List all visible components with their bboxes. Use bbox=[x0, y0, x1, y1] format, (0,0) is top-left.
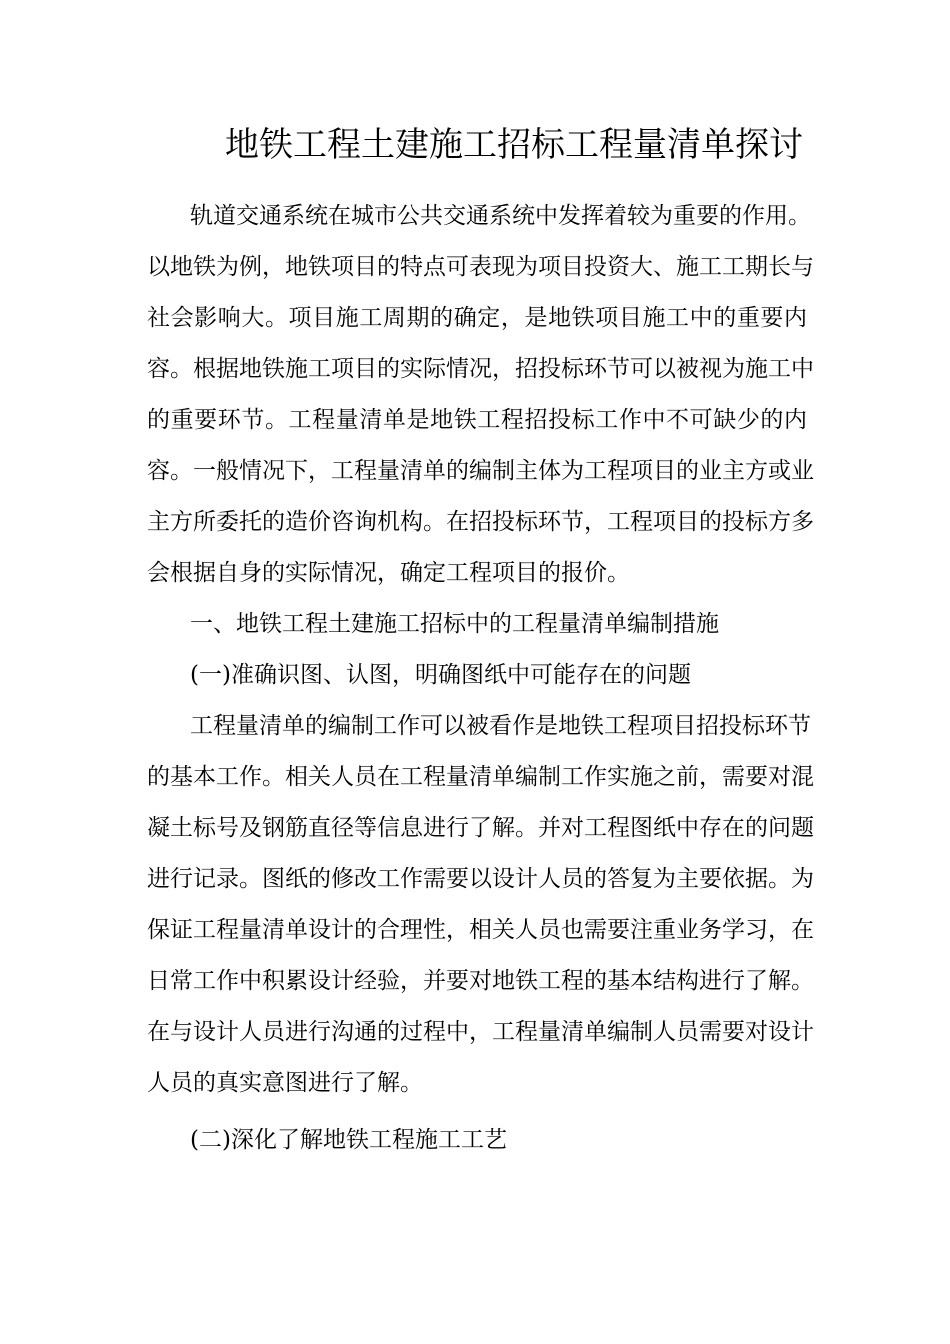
paragraph-line: 容。一般情况下，工程量清单的编制主体为工程项目的业主方或业 bbox=[147, 458, 814, 484]
paragraph-line: 的基本工作。相关人员在工程量清单编制工作实施之前，需要对混 bbox=[147, 764, 814, 790]
paragraph-line: 在与设计人员进行沟通的过程中，工程量清单编制人员需要对设计 bbox=[147, 1019, 814, 1045]
paragraph-line: 凝土标号及钢筋直径等信息进行了解。并对工程图纸中存在的问题 bbox=[147, 815, 814, 841]
paragraph-line: 工程量清单的编制工作可以被看作是地铁工程项目招投标环节 bbox=[190, 713, 811, 739]
paragraph-line: 保证工程量清单设计的合理性，相关人员也需要注重业务学习，在 bbox=[147, 917, 814, 943]
subsection-heading: (一)准确识图、认图，明确图纸中可能存在的问题 bbox=[190, 662, 691, 688]
section-heading: 一、地铁工程土建施工招标中的工程量清单编制措施 bbox=[190, 611, 719, 637]
paragraph-line: 主方所委托的造价咨询机构。在招投标环节，工程项目的投标方多 bbox=[147, 509, 814, 535]
document-title: 地铁工程土建施工招标工程量清单探讨 bbox=[225, 125, 803, 165]
paragraph-line: 日常工作中积累设计经验，并要对地铁工程的基本结构进行了解。 bbox=[147, 968, 814, 994]
paragraph-line: 会根据自身的实际情况，确定工程项目的报价。 bbox=[147, 560, 630, 586]
paragraph-line: 社会影响大。项目施工周期的确定，是地铁项目施工中的重要内 bbox=[147, 305, 807, 331]
paragraph-line: 轨道交通系统在城市公共交通系统中发挥着较为重要的作用。 bbox=[190, 203, 811, 229]
subsection-heading: (二)深化了解地铁工程施工工艺 bbox=[190, 1127, 507, 1153]
paragraph-line: 进行记录。图纸的修改工作需要以设计人员的答复为主要依据。为 bbox=[147, 866, 814, 892]
paragraph-line: 人员的真实意图进行了解。 bbox=[147, 1070, 423, 1096]
paragraph-line: 的重要环节。工程量清单是地铁工程招投标工作中不可缺少的内 bbox=[147, 407, 807, 433]
paragraph-line: 以地铁为例，地铁项目的特点可表现为项目投资大、施工工期长与 bbox=[147, 254, 814, 280]
paragraph-line: 容。根据地铁施工项目的实际情况，招投标环节可以被视为施工中 bbox=[147, 356, 814, 382]
